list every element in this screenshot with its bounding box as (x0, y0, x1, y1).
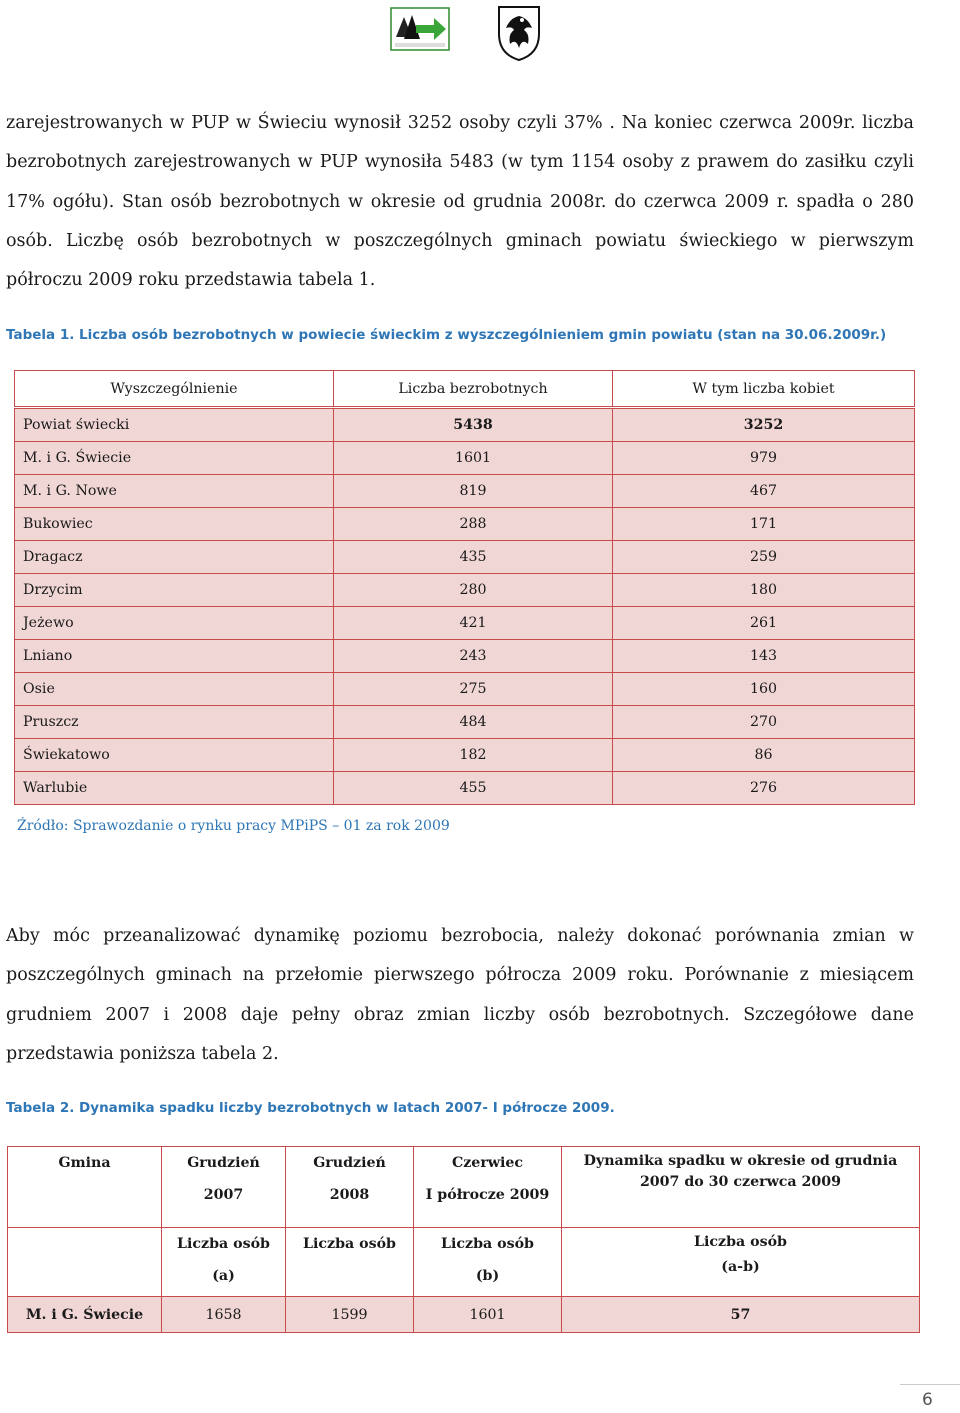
header-gmina-label: Gmina (58, 1155, 111, 1171)
subheader-2008 (286, 1228, 414, 1297)
row-name: Drzycim (15, 574, 334, 607)
row-dec2008 (286, 1297, 414, 1333)
footer-divider (900, 1384, 960, 1385)
subheader-a (162, 1228, 286, 1297)
row-name: Osie (15, 673, 334, 706)
table-row (15, 772, 915, 805)
row-dynamics: 57 (562, 1297, 920, 1333)
row-name: M. i G. Świecie (15, 442, 334, 475)
row-name: Lniano (15, 640, 334, 673)
subheader-a-tag: (a) (212, 1268, 235, 1284)
table-row (15, 541, 915, 574)
row-women: 979 (613, 442, 915, 475)
row-women: 261 (613, 607, 915, 640)
row-name: Pruszcz (15, 706, 334, 739)
header-czerwiec-period: I półrocze 2009 (425, 1187, 550, 1203)
header-liczba-bezrobotnych: Liczba bezrobotnych (334, 371, 613, 408)
table-row (15, 673, 915, 706)
row-total: 1601 (334, 442, 613, 475)
dynamics-table (7, 1146, 920, 1333)
row-total: 280 (334, 574, 613, 607)
eagle-coat-of-arms-icon (496, 4, 542, 62)
subheader-a-label: Liczba osób (177, 1236, 270, 1252)
header-dynamika (562, 1147, 920, 1228)
row-jun2009 (414, 1297, 562, 1333)
row-women: 259 (613, 541, 915, 574)
header-grudzien-2007-month: Grudzień (187, 1155, 260, 1171)
row-women: 143 (613, 640, 915, 673)
table-row (15, 640, 915, 673)
row-total: 421 (334, 607, 613, 640)
unemployment-table (14, 370, 915, 805)
row-women: 276 (613, 772, 915, 805)
row-women: 171 (613, 508, 915, 541)
table1-source: Źródło: Sprawozdanie o rynku pracy MPiPS – 01 za rok 2009 (17, 818, 450, 834)
table-row (15, 607, 915, 640)
header-czerwiec-2009 (414, 1147, 562, 1228)
header-dynamika-label: Dynamika spadku w okresie od grudnia 2007 do 30 czerwca 2009 (583, 1153, 898, 1190)
header-logos (0, 4, 960, 64)
subheader-2008-label: Liczba osób (303, 1236, 396, 1252)
row-women: 160 (613, 673, 915, 706)
row-name: Bukowiec (15, 508, 334, 541)
row-name: Dragacz (15, 541, 334, 574)
row-women: 270 (613, 706, 915, 739)
row-name: M. i G. Nowe (15, 475, 334, 508)
table-row (8, 1297, 920, 1333)
row-name: Świekatowo (15, 739, 334, 772)
header-grudzien-2008-month: Grudzień (313, 1155, 386, 1171)
header-grudzien-2007 (162, 1147, 286, 1228)
subheader-ab-label: Liczba osób (694, 1234, 787, 1250)
table2-header-row (8, 1147, 920, 1228)
table-row (15, 408, 915, 442)
row-dec2007 (162, 1297, 286, 1333)
table2-subheader-row (8, 1228, 920, 1297)
row-dec2008-value: 1599 (331, 1306, 368, 1323)
row-total: 288 (334, 508, 613, 541)
row-total: 275 (334, 673, 613, 706)
subheader-blank (8, 1228, 162, 1297)
row-total: 182 (334, 739, 613, 772)
row-total: 484 (334, 706, 613, 739)
table-header-row (15, 371, 915, 408)
row-gmina: M. i G. Świecie (8, 1297, 162, 1333)
row-total: 5438 (334, 408, 613, 442)
table1-caption: Tabela 1. Liczba osób bezrobotnych w powiecie świeckim z wyszczególnieniem gmin powiatu (stan na 30.06.2009r.) (6, 327, 887, 343)
row-name: Jeżewo (15, 607, 334, 640)
table-row (15, 475, 915, 508)
table-row (15, 508, 915, 541)
table-row (15, 574, 915, 607)
subheader-b-label: Liczba osób (441, 1236, 534, 1252)
header-grudzien-2007-year: 2007 (203, 1187, 244, 1203)
subheader-b (414, 1228, 562, 1297)
row-total: 455 (334, 772, 613, 805)
header-wyszczegolnienie: Wyszczególnienie (15, 371, 334, 408)
green-arrow-logo-icon (390, 7, 450, 51)
table2-caption: Tabela 2. Dynamika spadku liczby bezrobotnych w latach 2007- I półrocze 2009. (6, 1100, 615, 1116)
subheader-ab (562, 1228, 920, 1297)
row-name: Warlubie (15, 772, 334, 805)
row-jun2009-value: 1601 (469, 1306, 506, 1323)
table-row (15, 739, 915, 772)
row-name: Powiat świecki (15, 408, 334, 442)
row-women: 180 (613, 574, 915, 607)
row-women: 86 (613, 739, 915, 772)
row-women: 467 (613, 475, 915, 508)
page-number: 6 (922, 1390, 933, 1410)
header-czerwiec-month: Czerwiec (451, 1155, 524, 1171)
intro-paragraph: zarejestrowanych w PUP w Świeciu wynosił 3252 osoby czyli 37% . Na koniec czerwca 2009r. liczba bezrobotnych zarejestrowanych w PUP wynosiła 5483 (w tym 1154 osoby z prawem do zasiłku czyli 17% ogółu). Stan osób bezrobotnych w okresie od grudnia 2008r. do czerwca 2009 r. spadła o 280 osób. Liczbę osób bezrobotnych w poszczególnych gminach powiatu świeckiego w pierwszym półroczu 2009 roku przedstawia tabela 1. (6, 113, 914, 291)
header-grudzien-2008-year: 2008 (329, 1187, 370, 1203)
row-total: 435 (334, 541, 613, 574)
header-gmina (8, 1147, 162, 1228)
row-total: 243 (334, 640, 613, 673)
analysis-paragraph: Aby móc przeanalizować dynamikę poziomu bezrobocia, należy dokonać porównania zmian w poszczególnych gminach na przełomie pierwszego półrocza 2009 roku. Porównanie z miesiącem grudniem 2007 i 2008 daje pełny obraz zmian liczby osób bezrobotnych. Szczegółowe dane przedstawia poniższa tabela 2. (6, 926, 914, 1064)
row-dec2007-value: 1658 (205, 1306, 242, 1323)
table-row (15, 706, 915, 739)
header-liczba-kobiet: W tym liczba kobiet (613, 371, 915, 408)
row-women: 3252 (613, 408, 915, 442)
table-row (15, 442, 915, 475)
subheader-ab-tag: (a-b) (721, 1259, 760, 1275)
header-grudzien-2008 (286, 1147, 414, 1228)
subheader-b-tag: (b) (475, 1268, 500, 1284)
row-total: 819 (334, 475, 613, 508)
